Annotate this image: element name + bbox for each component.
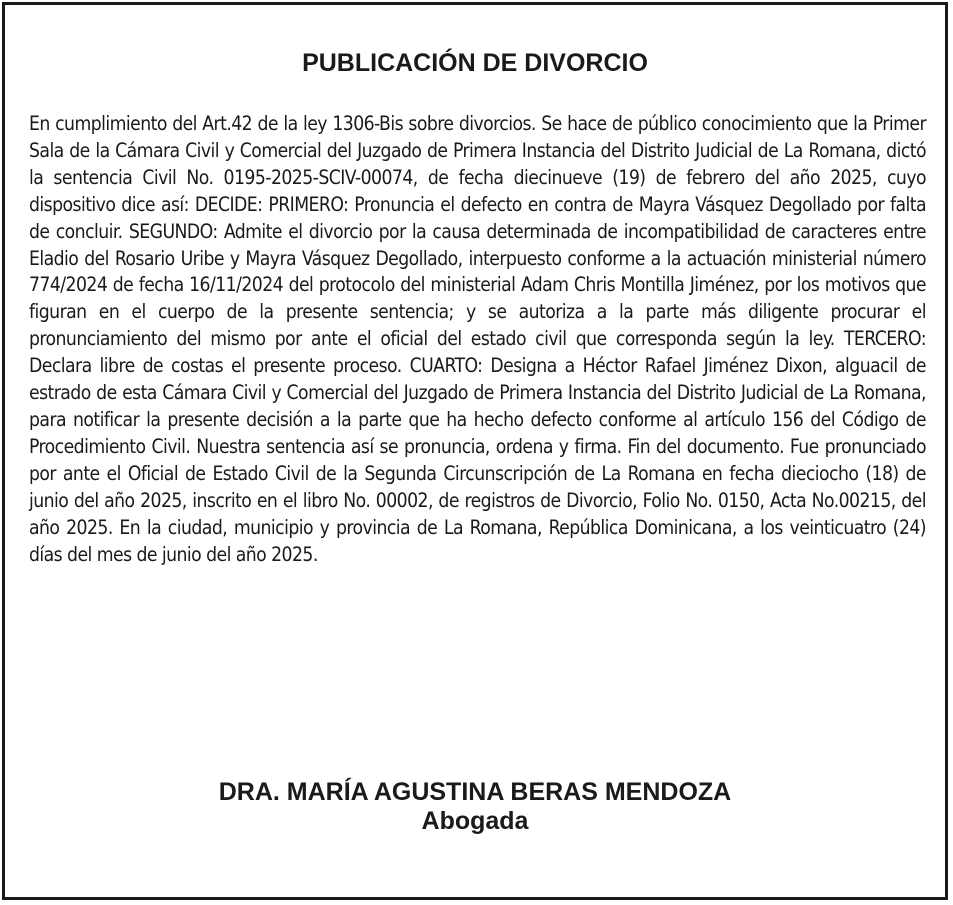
notice-body: En cumplimiento del Art.42 de la ley 1306-Bis sobre divorcios. Se hace de público conocimiento que la Primer Sala de la Cámara Civil y Comercial del Juzgado de Primera Instancia del Distrito Judicial de La Romana, dictó la sentencia Civil No. 0195-2025-SCIV-00074, de fecha diecinueve (19) de febrero del año 2025, cuyo dispositivo dice así: DECIDE: PRIMERO: Pronuncia el defecto en contra de Mayra Vásquez Degollado por falta de concluir. SEGUNDO: Admite el divorcio por la causa determinada de incompatibilidad de caracteres entre Eladio del Rosario Uribe y Mayra Vásquez Degollado, interpuesto conforme a la actuación ministerial número 774/2024 de fecha 16/11/2024 del protocolo del ministerial Adam Chris Montilla Jiménez, por los motivos que figuran en el cuerpo de la presente sentencia; y se autoriza a la parte más diligente procurar el pronunciamiento del mismo por ante el oficial del estado civil que corresponda según la ley. TERCERO: Declara libre de costas el presente proceso. CUARTO: Designa a Héctor Rafael Jiménez Dixon, alguacil de estrado de esta Cámara Civil y Comercial del Juzgado de Primera Instancia del Distrito Judicial de La Romana, para notificar la presente decisión a la parte que ha hecho defecto conforme al artículo 156 del Código de Procedimiento Civil. Nuestra sentencia así se pronuncia, ordena y firma. Fin del documento. Fue pronunciado por ante el Oficial de Estado Civil de la Segunda Circunscripción de La Romana en fecha dieciocho (18) de junio del año 2025, inscrito en el libro No. 00002, de registros de Divorcio, Folio No. 0150, Acta No.00215, del año 2025. En la ciudad, municipio y provincia de La Romana, República Dominicana, a los veinticuatro (24) días del mes de junio del año 2025. — [29, 112, 926, 566]
signature-block — [5, 777, 945, 835]
notice-frame — [2, 2, 948, 900]
signer-role: Abogada — [421, 807, 529, 835]
notice-title: PUBLICACIÓN DE DIVORCIO — [302, 49, 648, 77]
signer-name: DRA. MARÍA AGUSTINA BERAS MENDOZA — [218, 778, 732, 806]
